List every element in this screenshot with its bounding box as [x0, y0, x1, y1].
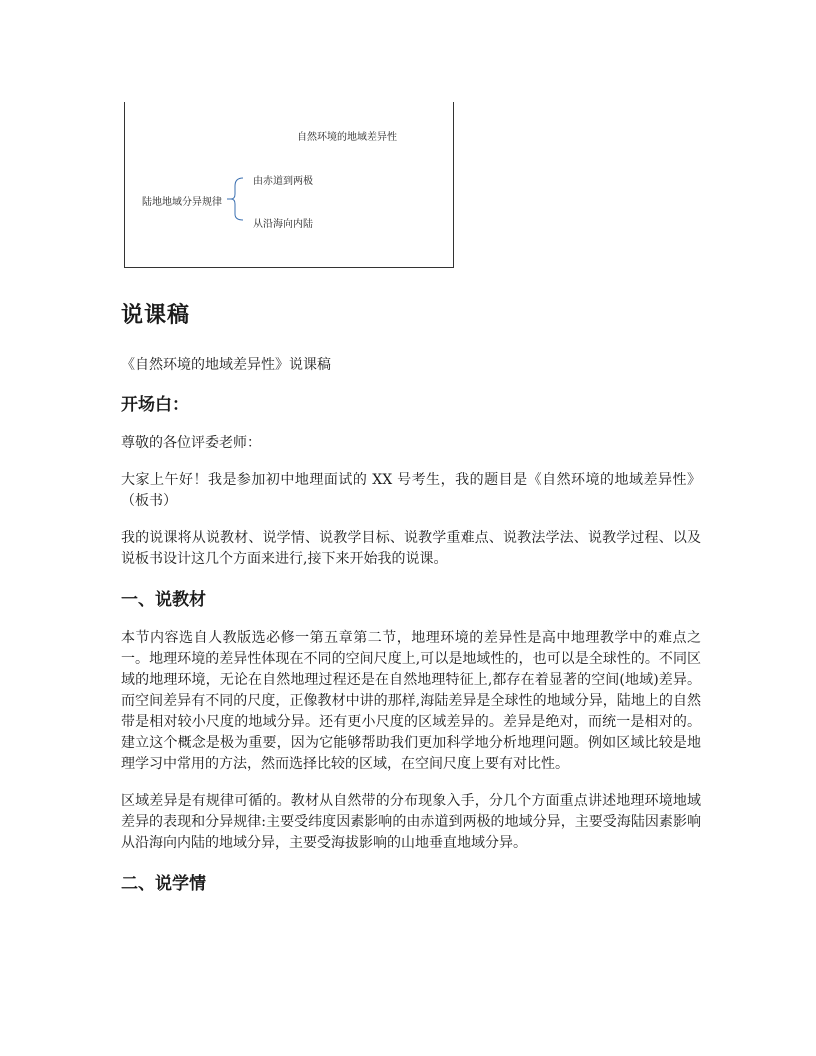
section-heading-textbook: 一、说教材 [121, 590, 206, 610]
board-branch-1: 由赤道到两极 [253, 176, 313, 187]
paragraph: 本节内容选自人教版选必修一第五章第二节，地理环境的差异性是高中地理教学中的难点之一。地理环境的差异性体现在不同的空间尺度上,可以是地域性的，也可以是全球性的。不同区域的地理环境，无论在自然地理过程还是在自然地理特征上,都存在着显著的空间(地域)差异。而空间差异有不同的尺度，正像教材中讲的那样,海陆差异是全球性的地域分异，陆地上的自然带是相对较小尺度的地域分异。还有更小尺度的区域差异的。差异是绝对，而统一是相对的。 建立这个概念是极为重要，因为它能够帮助我们更加科学地分析地理问题。例如区域比较是地理学习中常用的方法，然而选择比较的区域，在空间尺度上要有对比性。 [121, 630, 701, 772]
section-heading-opening: 开场白： [121, 395, 189, 415]
document-body [121, 298, 701, 897]
page-title: 说课稿 [121, 303, 191, 328]
blackboard-design-figure [124, 102, 454, 268]
brace-connector-icon [225, 172, 255, 226]
board-left-label: 陆地地域分异规律 [142, 197, 222, 208]
paragraph: 大家上午好！我是参加初中地理面试的 XX 号考生，我的题目是《自然环境的地域差异性》（板书） [121, 472, 701, 509]
board-title: 自然环境的地域差异性 [297, 132, 397, 143]
document-subtitle: 《自然环境的地域差异性》说课稿 [121, 357, 331, 373]
board-branch-2: 从沿海向内陆 [253, 219, 313, 230]
paragraph: 区域差异是有规律可循的。教材从自然带的分布现象入手，分几个方面重点讲述地理环境地域差异的表现和分异规律:主要受纬度因素影响的由赤道到两极的地域分异，主要受海陆因素影响从沿海向内陆的地域分异，主要受海拔影响的山地垂直地域分异。 [121, 793, 701, 851]
paragraph: 我的说课将从说教材、说学情、说教学目标、说教学重难点、说教法学法、说教学过程、以及说板书设计这几个方面来进行,接下来开始我的说课。 [121, 530, 701, 567]
paragraph: 尊敬的各位评委老师： [121, 435, 261, 451]
section-heading-students: 二、说学情 [121, 874, 206, 894]
